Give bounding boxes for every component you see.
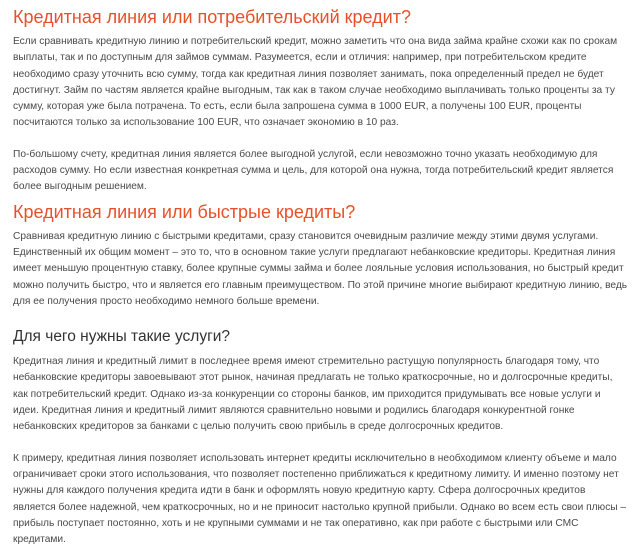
paragraph-conclusion-consumer-credit: По-большому счету, кредитная линия является более выгодной услугой, если невозможно точно указать необходимую для расходов сумму. Но если известная конкретная сумма и цель, для которой она нужна, тогда потребительский кредит является более выгодным решением. bbox=[13, 148, 614, 193]
paragraph-comparison-consumer-credit: Если сравнивать кредитную линию и потребительский кредит, можно заметить что она вида займа крайне схожи как по срокам выплаты, так и по доступным для займов суммам. Разумеется, если и отличия: например, при потребительском кредите необходимо сразу уточнить всю сумму, тогда как кредитная линия позволяет занимать, пока определенный предел не будет достигнут. Займ по частям является крайне выгодным, так как в таком случае необходимо выплачивать только проценты за ту сумму, которая уже была потрачена. То есть, если была запрошена сумма в 1000 EUR, а получены 100 EUR, проценты посчитаются только за использование 100 EUR, что означает экономию в 10 раз. bbox=[13, 36, 618, 129]
heading-why-services-needed: Для чего нужны такие услуги? bbox=[13, 328, 230, 346]
paragraph-example-credit-line: К примеру, кредитная линия позволяет использовать интернет кредиты исключительно в необходимом клиенту объеме и мало ограничивает сроки этого использования, что позволяет постепенно приближаться к кредитному лимиту. И именно поэтому нет нужны для каждого получения кредита идти в банк и оформлять новую кредитную карту. Сфера долгосрочных кредитов является более надежной, чем краткосрочных, но и не приносит настолько крупной прибыли. Однако во всем есть свои плюсы – прибыль поступает постоянно, хоть и не крупными суммами и не так оперативно, как при работе с быстрыми или СМС кредитами. bbox=[13, 452, 627, 546]
heading-credit-line-vs-fast-loans: Кредитная линия или быстрые кредиты? bbox=[13, 201, 356, 222]
paragraph-comparison-fast-loans: Сравнивая кредитную линию с быстрыми кредитами, сразу становится очевидным различие между этими двумя услугами. Единственный их общим момент – это то, что в основном такие услуги предлагают небанковские кредиторы. Кредитная линия имеет меньшую процентную ставку, более крупные суммы займа и более лояльные условия использования, но быстрый кредит можно получить быстро, что и является его главным преимуществом. По этой причине многие выбирают кредитную линию, ведь для ее получения просто необходимо немного больше времени. bbox=[13, 230, 628, 307]
paragraph-popularity-credit-line: Кредитная линия и кредитный лимит в последнее время имеют стремительно растущую популярность благодаря тому, что небанковские кредиторы завоевывают этот рынок, начиная предлагать не только краткосрочные, но и долгосрочные кредиты, как потребительский кредит. Однако из-за конкуренции со стороны банков, им приходится придумывать все новые услуги и идеи. Кредитная линия и кредитный лимит являются сравнительно новыми и родились благодаря конкурентной гонке небанковских кредиторов за банками с целью получить свою прибыль в среде долгосрочных кредитов. bbox=[13, 356, 613, 433]
heading-credit-line-vs-consumer-credit: Кредитная линия или потребительский кредит? bbox=[13, 7, 411, 27]
